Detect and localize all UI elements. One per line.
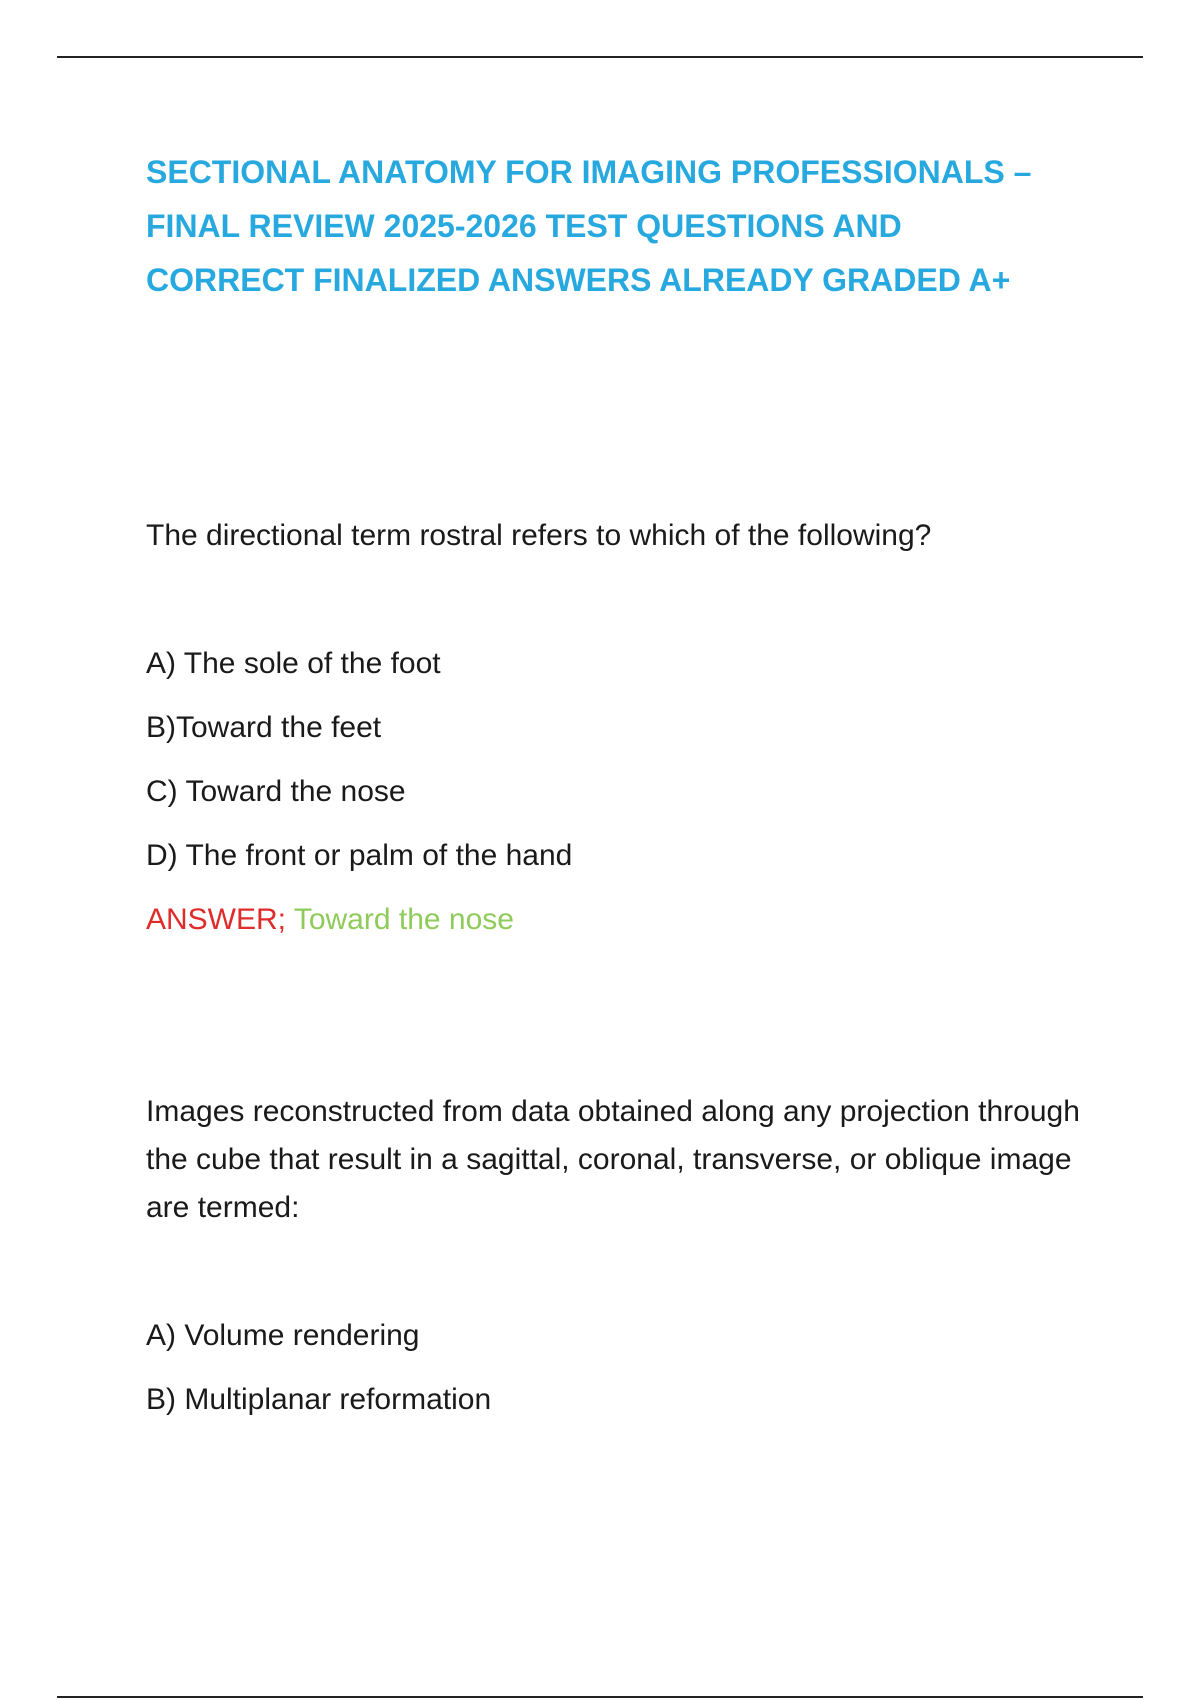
title-line-3: CORRECT FINALIZED ANSWERS ALREADY GRADED A+ — [146, 262, 1011, 298]
question-1-option-a: A) The sole of the foot — [146, 647, 441, 680]
answer-value: Toward the nose — [293, 903, 514, 936]
question-1-option-d: D) The front or palm of the hand — [146, 839, 573, 872]
title-line-2: FINAL REVIEW 2025-2026 TEST QUESTIONS AND — [146, 208, 902, 244]
question-1-answer — [146, 900, 514, 940]
document-title — [146, 145, 1106, 307]
question-2-option-a: A) Volume rendering — [146, 1319, 420, 1352]
question-1-text: The directional term rostral refers to which of the following? — [146, 519, 932, 552]
question-1-option-b: B)Toward the feet — [146, 711, 382, 744]
title-line-1: SECTIONAL ANATOMY FOR IMAGING PROFESSIONALS – — [146, 154, 1032, 190]
answer-label: ANSWER; — [146, 903, 287, 936]
question-2-text: Images reconstructed from data obtained along any projection through the cube that result in a sagittal, coronal, transverse, or oblique image are termed: — [146, 1095, 1080, 1224]
question-2-option-b: B) Multiplanar reformation — [146, 1383, 492, 1416]
bottom-divider — [57, 1696, 1143, 1698]
question-1-option-c: C) Toward the nose — [146, 775, 406, 808]
top-divider — [57, 56, 1143, 58]
